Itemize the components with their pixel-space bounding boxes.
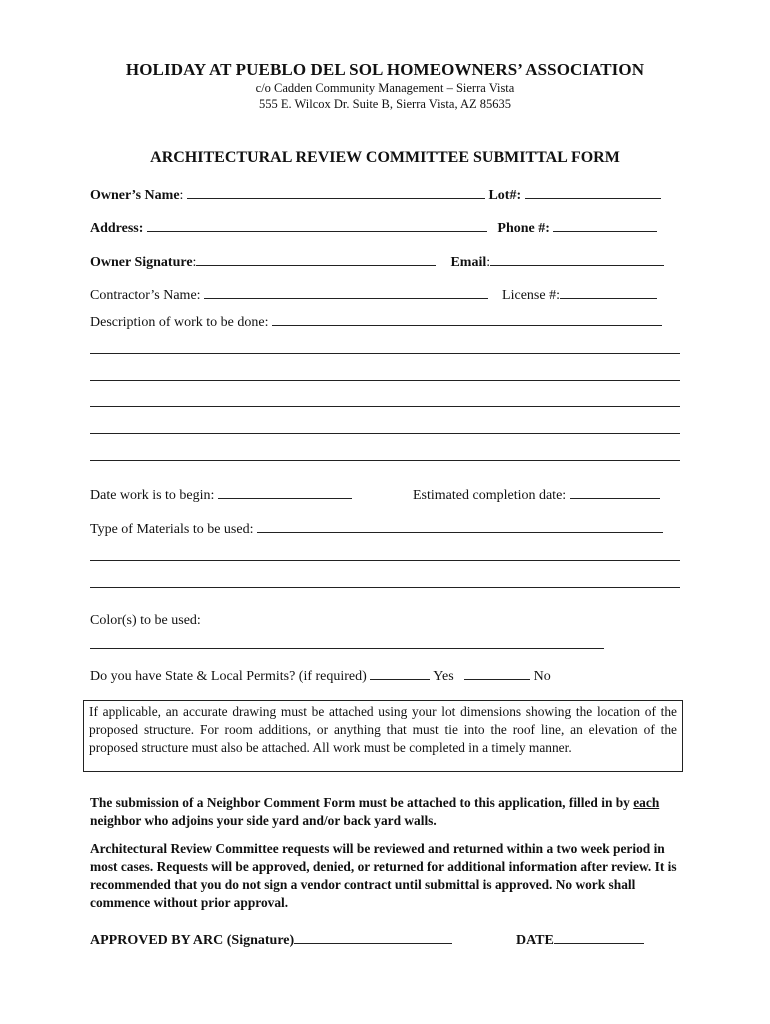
completion-date-field[interactable]: [570, 486, 660, 499]
form-title: ARCHITECTURAL REVIEW COMMITTEE SUBMITTAL FORM: [150, 149, 620, 166]
description-line[interactable]: [90, 433, 680, 434]
permits-row: [90, 667, 551, 685]
description-label: Description of work to be done:: [90, 315, 269, 330]
materials-line[interactable]: [90, 587, 680, 588]
owner-signature-field[interactable]: [196, 253, 436, 266]
permits-no-label: No: [533, 669, 551, 684]
description-field[interactable]: [272, 313, 662, 326]
description-line[interactable]: [90, 460, 680, 461]
license-field[interactable]: [560, 286, 657, 299]
email-field[interactable]: [490, 253, 664, 266]
owner-name-field[interactable]: [187, 186, 485, 199]
colors-label: Color(s) to be used:: [90, 613, 201, 628]
association-title: HOLIDAY AT PUEBLO DEL SOL HOMEOWNERS’ ASSOCIATION: [125, 60, 645, 79]
colors-row: [90, 613, 201, 629]
contractor-name-field[interactable]: [204, 286, 488, 299]
approval-signature-field[interactable]: [294, 931, 452, 944]
date-begin-label: Date work is to begin:: [90, 488, 215, 503]
materials-line[interactable]: [90, 560, 680, 561]
address-field[interactable]: [147, 219, 487, 232]
description-line[interactable]: [90, 380, 680, 381]
approval-date-field[interactable]: [554, 931, 644, 944]
neighbor-text-after: neighbor who adjoins your side yard and/or back yard walls.: [90, 813, 437, 828]
lot-field[interactable]: [525, 186, 661, 199]
approval-date-row: [516, 931, 644, 949]
permits-label: Do you have State & Local Permits? (if required): [90, 669, 367, 684]
address-row: [90, 219, 657, 237]
signature-row: Owner Signature: Email:: [90, 253, 664, 271]
phone-label: Phone #:: [497, 221, 550, 236]
drawing-notice: If applicable, an accurate drawing must be attached using your lot dimensions showing the location of the proposed structure. For room additions, or anything that must tie into the roof line, an elevation of the proposed structure must also be attached. All work must be completed in a timely manner.: [83, 700, 683, 772]
owner-name-row: Owner’s Name: Lot#:: [90, 186, 661, 204]
owner-name-label: Owner’s Name: [90, 188, 180, 203]
association-address: 555 E. Wilcox Dr. Suite B, Sierra Vista, AZ 85635: [258, 97, 512, 111]
phone-field[interactable]: [553, 219, 657, 232]
lot-label: Lot#:: [488, 188, 522, 203]
description-row: [90, 313, 662, 331]
permits-yes-label: Yes: [433, 669, 454, 684]
materials-label: Type of Materials to be used:: [90, 522, 254, 537]
review-notice: Architectural Review Committee requests will be reviewed and returned within a two week period in most cases. Requests will be approved, denied, or returned for additional information after review. It is recommended that you do not sign a vendor contract until submittal is approved. No work shall commence without prior approval.: [90, 841, 677, 910]
approval-signature-label: APPROVED BY ARC (Signature): [90, 933, 295, 948]
completion-date-label: Estimated completion date:: [413, 488, 567, 503]
contractor-name-label: Contractor’s Name:: [90, 288, 201, 303]
colors-line[interactable]: [90, 648, 604, 649]
materials-row: [90, 520, 663, 538]
neighbor-form-notice: [90, 794, 680, 830]
date-begin-field[interactable]: [218, 486, 352, 499]
email-label: Email: [450, 255, 487, 270]
license-label: License #:: [502, 288, 560, 303]
management-line: c/o Cadden Community Management – Sierra Vista: [255, 81, 515, 95]
owner-signature-label: Owner Signature: [90, 255, 193, 270]
completion-date-row: [413, 486, 660, 504]
permits-yes-field[interactable]: [370, 667, 430, 680]
approval-date-label: DATE: [516, 933, 554, 948]
description-line[interactable]: [90, 406, 680, 407]
contractor-row: [90, 286, 657, 304]
approval-row: [90, 931, 452, 949]
date-begin-row: [90, 486, 352, 504]
permits-no-field[interactable]: [464, 667, 530, 680]
neighbor-text-emphasis: each: [633, 795, 660, 810]
description-line[interactable]: [90, 353, 680, 354]
materials-field[interactable]: [257, 520, 663, 533]
address-label: Address:: [90, 221, 144, 236]
neighbor-text-before: The submission of a Neighbor Comment Form must be attached to this application, filled in by: [90, 795, 634, 810]
